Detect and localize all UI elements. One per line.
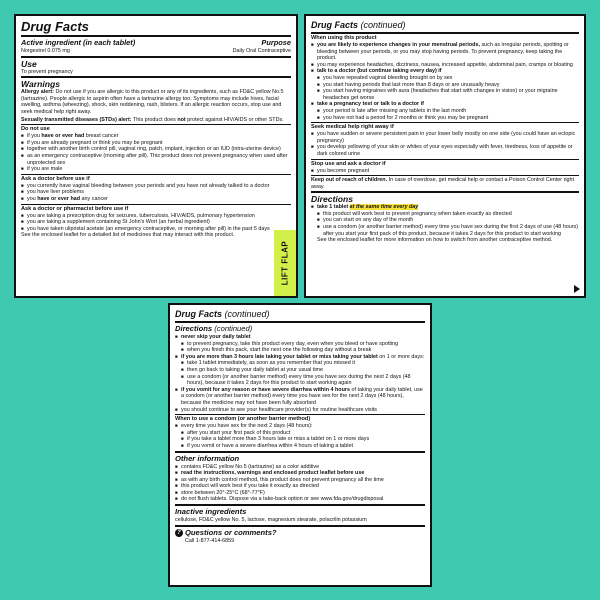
list-item: ■ you start having migraines with aura (headaches that start with changes in vision) or your migraine headaches get worse — [311, 88, 579, 101]
phone-number: Call 1-877-414-6859 — [185, 537, 235, 544]
condom-heading: When to use a condom (or another barrier method) — [175, 416, 311, 423]
list-item: ■ use a condom (or another barrier method) every time you have sex during the next 2 days (48 hours), because it takes 2 days for this product to start working again — [175, 374, 425, 387]
list-item: ■ if you vomit or have a severe diarrhea within 4 hours of taking a tablet — [175, 443, 425, 450]
list-item: ■ if you have or ever had breast cancer — [21, 133, 291, 140]
active-ingredient-heading: Active ingredient (in each tablet) — [21, 38, 136, 47]
list-item: ■ use a condom (or another barrier method) every time you have sex during the first 2 days of use (48 hours) after you start your first pack of this product, because it takes 2 days for this product to start working — [311, 224, 579, 237]
use-text: To prevent pregnancy — [21, 68, 73, 75]
keep-out-of-reach: Keep out of reach of children. In case of overdose, get medical help or contact a Poison Control Center right away. — [311, 177, 575, 190]
sti-alert: Sexually transmitted diseases (STDs) alert: This product does not protect against HIV/AIDS or other STDs. — [21, 116, 284, 123]
list-item: ■ store between 20°-25°C (68°-77°F) — [175, 490, 425, 497]
list-item: ■ if you are more than 3 hours late taking your tablet or miss taking your tablet on 1 or more days: — [175, 354, 425, 361]
list-item: ■ you should continue to see your healthcare provider(s) for routine healthcare visits — [175, 407, 425, 414]
list-item: ■ this product will work best to prevent pregnancy when taken exactly as directed — [311, 211, 579, 218]
seek-help-list — [311, 131, 579, 157]
highlighted-text: at the same time every day — [349, 204, 419, 211]
drug-facts-panel-3 — [168, 303, 432, 587]
directions-heading: Directions (continued) — [175, 324, 253, 333]
list-item: ■ you are taking a supplement containing St John's Wort (an herbal ingredient) — [21, 219, 271, 226]
questions-heading: ? Questions or comments? — [175, 528, 425, 538]
list-item: ■ take a pregnancy test or talk to a doctor if — [311, 101, 579, 108]
active-ingredient: Norgestrel 0.075 mg — [21, 48, 70, 54]
list-item: ■ to prevent pregnancy, take this product every day, even when you bleed or have spotting — [175, 341, 425, 348]
list-item: ■ you have liver problems — [21, 189, 291, 196]
list-item: ■ you can start on any day of the month — [311, 217, 579, 224]
ask-pharmacist-heading: Ask a doctor or pharmacist before use if — [21, 205, 129, 212]
when-using-heading: When using this product — [311, 35, 377, 41]
do-not-use-heading: Do not use — [21, 126, 50, 133]
list-item: ■ this product will work best if you take it exactly as directed — [175, 483, 425, 490]
inactive-ingredients-heading: Inactive ingredients — [175, 507, 247, 517]
list-item: ■ take 1 tablet at the same time every day — [311, 204, 579, 211]
other-info-list — [175, 464, 425, 504]
list-item: ■ you have sudden or severe persistent pain in your lower belly mostly on one side (you could have an ectopic pregnancy) — [311, 131, 579, 144]
when-using-list — [311, 42, 579, 75]
list-item: ■ you have taken ulipristal acetate (an emergency contraceptive, or morning after pill) in the past 5 days — [21, 226, 271, 233]
lift-flap-label: LIFT FLAP — [280, 240, 290, 286]
list-item: ■ together with another birth control pill, vaginal ring, patch, implant, injection or an IUD (intra-uterine device) — [21, 146, 291, 153]
list-item: ■ as with any birth control method, this product does not prevent pregnancy all the time — [175, 477, 425, 484]
list-item: ■ if you are male — [21, 166, 291, 173]
panel-title: Drug Facts (continued) — [175, 309, 270, 319]
inactive-ingredients-text: cellulose, FD&C yellow No. 5, lactose, magnesium stearate, polacrilin potassium — [175, 517, 367, 524]
stop-use-list — [311, 168, 579, 175]
list-item: ■ then go back to taking your daily tablet at your usual time — [175, 367, 425, 374]
list-item: ■ you have or ever had any cancer — [21, 196, 291, 203]
panel-title: Drug Facts (continued) — [311, 20, 406, 30]
list-item: ■ as an emergency contraceptive (morning after pill). This product does not prevent pregnancy when used after unprotected sex — [21, 153, 291, 166]
list-item: ■ if you are already pregnant or think you may be pregnant — [21, 140, 291, 147]
list-item: ■ every time you have sex for the next 2 days (48 hours): — [175, 423, 425, 430]
see-leaflet-text: See the enclosed leaflet for a detailed list of medicines that may interact with this product. — [21, 232, 235, 239]
list-item: ■ take 1 tablet immediately, as soon as you remember that you missed it — [175, 360, 425, 367]
lift-flap-tab[interactable] — [274, 230, 296, 296]
ask-pharmacist-list — [21, 213, 291, 233]
drug-facts-panel-1 — [14, 14, 298, 298]
list-item: ■ if you vomit for any reason or have severe diarrhea within 4 hours of taking your daily tablet, use a condom (or another barrier method) every time you have sex for the next 2 days (48 hours), because the medicine may not have been fully absorbed — [175, 387, 425, 407]
question-phone-icon: ? — [175, 529, 183, 537]
other-info-heading: Other information — [175, 453, 240, 463]
list-item: ■ read the instructions, warnings and enclosed product leaflet before use — [175, 470, 425, 477]
panel-title: Drug Facts — [21, 19, 89, 34]
list-item: ■ contains FD&C yellow No.5 (tartrazine) as a color additive — [175, 464, 425, 471]
list-item: ■ your period is late after missing any tablets in the last month — [311, 108, 579, 115]
directions-sublist — [311, 211, 579, 237]
list-item: ■ never skip your daily tablet — [175, 334, 425, 341]
talk-doctor-sublist — [311, 75, 579, 101]
warnings-heading: Warnings — [21, 79, 60, 90]
list-item: ■ you have repeated vaginal bleeding brought on by sex — [311, 75, 579, 82]
use-heading: Use — [21, 58, 37, 69]
list-item: ■ when you finish this pack, start the next one the following day without a break — [175, 347, 425, 354]
pregnancy-sublist — [311, 108, 579, 121]
list-item: ■ talk to a doctor (but continue taking every day) if — [311, 68, 579, 75]
seek-help-heading: Seek medical help right away if — [311, 124, 394, 131]
list-item: ■ you develop yellowing of your skin or whites of your eyes especially with fever, tiredness, loss of appetite or dark colored urine — [311, 144, 579, 157]
continue-arrow-icon — [574, 285, 580, 293]
stop-use-heading: Stop use and ask a doctor if — [311, 160, 386, 167]
ask-doctor-heading: Ask a doctor before use if — [21, 175, 90, 182]
do-not-use-list — [21, 133, 291, 173]
allergy-alert: Allergy alert: Do not use if you are allergic to this product or any of its ingredients, such as FD&C yellow No.5 (tartrazine). People allergic to aspirin often have a tartrazine allergy too. Symptoms may include hives, facial swelling, asthma (wheezing), shock, skin reddening, rash, blisters. If an allergic reaction occurs, stop use and seek medical help right away. — [21, 89, 284, 115]
purpose-heading: Purpose — [261, 38, 291, 47]
list-item: ■ you are taking a prescription drug for seizures, tuberculosis, HIV/AIDS, pulmonary hypertension — [21, 213, 271, 220]
drug-facts-panel-2 — [304, 14, 586, 298]
list-item: ■ do not flush tablets. Dispose via a take-back option or see www.fda.gov/drugdisposal — [175, 496, 425, 503]
list-item: ■ you have not had a period for 2 months or think you may be pregnant — [311, 115, 579, 122]
list-item: ■ after you start your first pack of this product — [175, 430, 425, 437]
purpose: Daily Oral Contraceptive — [232, 48, 291, 54]
list-item: ■ you start having periods that last more than 8 days or are unusually heavy — [311, 82, 579, 89]
ask-doctor-list — [21, 183, 291, 203]
list-item: ■ if you take a tablet more than 3 hours late or miss a tablet on 1 or more days — [175, 436, 425, 443]
list-item: ■ you are likely to experience changes in your menstrual periods, such as irregular periods, spotting or bleeding between your periods, or you may stop having periods. To prevent pregnancy, keep taking the product. — [311, 42, 579, 62]
list-item: ■ you currently have vaginal bleeding between your periods and you have not already talked to a doctor — [21, 183, 291, 190]
list-item: ■ you may experience headaches, dizziness, nausea, increased appetite, abdominal pain, cramps or bloating — [311, 62, 579, 69]
directions-heading: Directions — [311, 194, 354, 205]
directions-see-leaflet: See the enclosed leaflet for more information on how to switch from another contraceptive method. — [317, 237, 553, 244]
list-item: ■ you become pregnant — [311, 168, 579, 175]
